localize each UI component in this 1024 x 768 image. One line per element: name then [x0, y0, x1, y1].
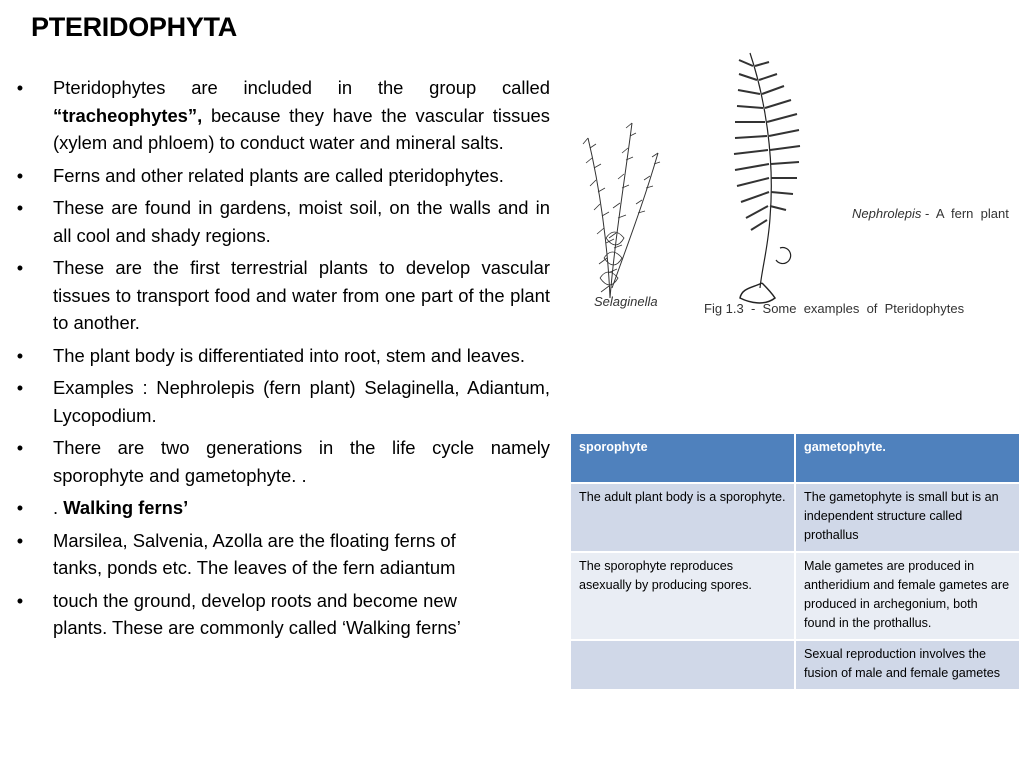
bold-term: Walking ferns’	[63, 497, 189, 518]
selaginella-drawing-icon	[583, 123, 660, 298]
bullet-item: • These are the first terrestrial plants to develop vascular tissues to transport food and water from one part of the plant to another.	[14, 254, 550, 337]
bullet-dot-icon: •	[16, 164, 24, 186]
table-cell: Male gametes are produced in antheridium and female gametes are produced in archegonium, both found in the prothallus.	[795, 552, 1020, 640]
bullet-dot-icon: •	[16, 377, 24, 398]
bullet-dot-icon: •	[16, 529, 24, 551]
bullet-list	[14, 74, 550, 647]
bullet-item: • Examples : Nephrolepis (fern plant) Selaginella, Adiantum, Lycopodium.	[14, 374, 550, 429]
bullet-item: • There are two generations in the life cycle namely sporophyte and gametophyte. .	[14, 434, 550, 489]
table-cell: The adult plant body is a sporophyte.	[570, 483, 795, 552]
bullet-item: • touch the ground, develop roots and become new plants. These are commonly called ‘Walking ferns’	[14, 587, 508, 642]
bold-term: “tracheophytes”,	[53, 104, 203, 126]
figure-caption: Fig 1.3 - Some examples of Pteridophytes	[704, 301, 965, 316]
comparison-table	[569, 432, 1021, 691]
bullet-dot-icon: •	[16, 589, 24, 611]
bullet-item: • . Walking ferns’	[14, 494, 550, 522]
selaginella-label: Selaginella	[594, 294, 658, 309]
bullet-dot-icon: •	[16, 257, 24, 278]
bullet-item: • Marsilea, Salvenia, Azolla are the floating ferns of tanks, ponds etc. The leaves of the fern adiantum	[14, 527, 508, 582]
bullet-dot-icon: •	[16, 437, 24, 458]
table-cell	[570, 640, 795, 690]
table-row	[570, 640, 1020, 690]
bullet-item: • Ferns and other related plants are called pteridophytes.	[14, 162, 550, 190]
plant-illustration	[570, 48, 1020, 338]
nephrolepis-label: Nephrolepis - A fern plant	[852, 206, 1009, 221]
header-sporophyte: sporophyte	[570, 433, 795, 483]
bullet-dot-icon: •	[16, 197, 24, 218]
table-header-row	[570, 433, 1020, 483]
pteridophyte-figure	[570, 48, 1020, 338]
nephrolepis-fern-drawing-icon	[734, 53, 800, 303]
table-row	[570, 552, 1020, 640]
bullet-dot-icon: •	[16, 344, 24, 366]
bullet-dot-icon: •	[16, 497, 24, 518]
table-row	[570, 483, 1020, 552]
bullet-item: • The plant body is differentiated into root, stem and leaves.	[14, 342, 550, 370]
bullet-item: • Pteridophytes are included in the group called “tracheophytes”, because they have the vascular tissues (xylem and phloem) to conduct water and mineral salts.	[14, 74, 550, 157]
table-cell: The gametophyte is small but is an independent structure called prothallus	[795, 483, 1020, 552]
bullet-item: • These are found in gardens, moist soil, on the walls and in all cool and shady regions.	[14, 194, 550, 249]
bullet-dot-icon: •	[16, 77, 24, 98]
header-gametophyte: gametophyte.	[795, 433, 1020, 483]
table-cell: The sporophyte reproduces asexually by producing spores.	[570, 552, 795, 640]
table-cell: Sexual reproduction involves the fusion of male and female gametes	[795, 640, 1020, 690]
slide-title: PTERIDOPHYTA	[31, 12, 237, 42]
